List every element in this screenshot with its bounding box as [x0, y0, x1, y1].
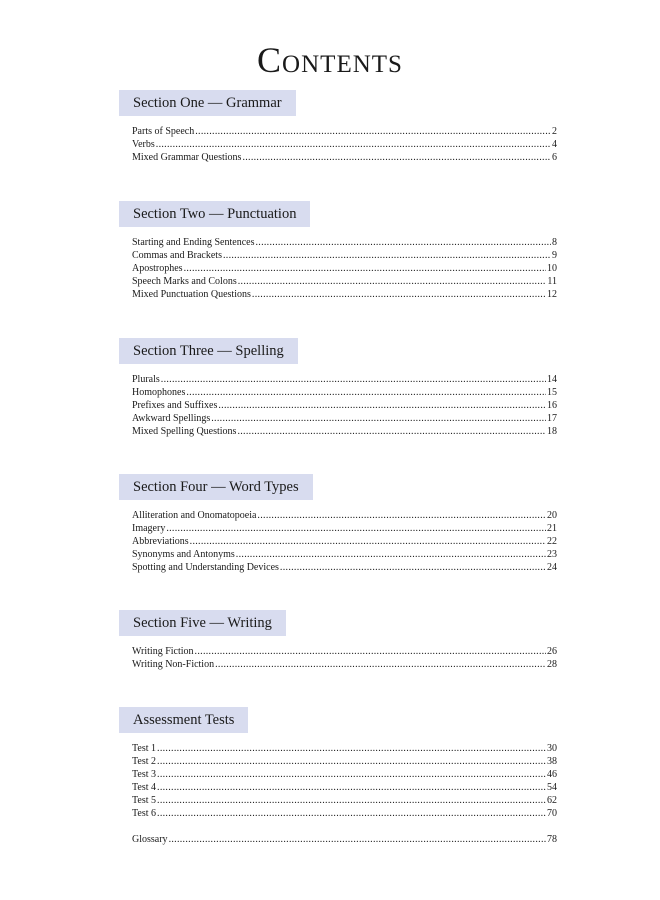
entry-page: 12	[547, 289, 557, 300]
leader-dots	[255, 236, 551, 249]
leader-dots	[184, 262, 546, 275]
toc-entry[interactable]	[132, 645, 557, 658]
leader-dots	[161, 373, 546, 386]
entry-list	[119, 125, 557, 164]
entry-label: Writing Non-Fiction	[132, 659, 215, 670]
toc-entry[interactable]	[132, 399, 557, 412]
leader-dots	[257, 509, 546, 522]
entry-label: Parts of Speech	[132, 126, 195, 137]
leader-dots	[190, 535, 546, 548]
toc-entry[interactable]	[132, 535, 557, 548]
toc-entry[interactable]	[132, 658, 557, 671]
entry-list	[119, 509, 557, 574]
leader-dots	[252, 288, 546, 301]
entry-label: Glossary	[132, 834, 168, 845]
section-grammar	[119, 90, 557, 164]
section-heading: Section One — Grammar	[119, 90, 296, 116]
toc-entry[interactable]	[132, 373, 557, 386]
section-assessment-tests	[119, 707, 557, 846]
entry-page: 26	[547, 646, 557, 657]
entry-label: Test 1	[132, 743, 157, 754]
entry-label: Plurals	[132, 374, 160, 385]
toc-entry[interactable]	[132, 125, 557, 138]
entry-label: Synonyms and Antonyms	[132, 549, 235, 560]
entry-page: 46	[547, 769, 557, 780]
entry-list	[119, 742, 557, 846]
entry-label: Verbs	[132, 139, 155, 150]
toc-entry[interactable]	[132, 768, 557, 781]
entry-page: 22	[547, 536, 557, 547]
entry-label: Abbreviations	[132, 536, 189, 547]
entry-page: 20	[547, 510, 557, 521]
toc-entry[interactable]	[132, 561, 557, 574]
spacer	[132, 820, 557, 833]
toc-entry[interactable]	[132, 249, 557, 262]
leader-dots	[186, 386, 546, 399]
toc-entry[interactable]	[132, 548, 557, 561]
entry-label: Speech Marks and Colons	[132, 276, 237, 287]
leader-dots	[223, 249, 551, 262]
entry-page: 62	[547, 795, 557, 806]
leader-dots	[195, 125, 551, 138]
entry-page: 16	[547, 400, 557, 411]
leader-dots	[195, 645, 546, 658]
entry-label: Awkward Spellings	[132, 413, 211, 424]
entry-label: Starting and Ending Sentences	[132, 237, 255, 248]
toc-entry[interactable]	[132, 742, 557, 755]
toc-entry-glossary[interactable]	[132, 833, 557, 846]
entry-list	[119, 236, 557, 301]
section-writing	[119, 610, 557, 671]
entry-label: Alliteration and Onomatopoeia	[132, 510, 257, 521]
toc-entry[interactable]	[132, 262, 557, 275]
leader-dots	[169, 833, 546, 846]
entry-page: 38	[547, 756, 557, 767]
section-spelling	[119, 338, 557, 438]
leader-dots	[238, 275, 547, 288]
toc-entry[interactable]	[132, 236, 557, 249]
section-word-types	[119, 474, 557, 574]
section-heading: Assessment Tests	[119, 707, 248, 733]
leader-dots	[215, 658, 546, 671]
entry-page: 70	[547, 808, 557, 819]
toc-entry[interactable]	[132, 425, 557, 438]
entry-list	[119, 373, 557, 438]
leader-dots	[157, 742, 546, 755]
entry-label: Mixed Spelling Questions	[132, 426, 237, 437]
section-heading: Section Two — Punctuation	[119, 201, 310, 227]
entry-page: 23	[547, 549, 557, 560]
toc-entry[interactable]	[132, 781, 557, 794]
leader-dots	[157, 755, 546, 768]
leader-dots	[157, 807, 546, 820]
entry-page: 15	[547, 387, 557, 398]
leader-dots	[156, 138, 551, 151]
entry-page: 18	[547, 426, 557, 437]
entry-page: 24	[547, 562, 557, 573]
entry-list	[119, 645, 557, 671]
entry-label: Commas and Brackets	[132, 250, 222, 261]
leader-dots	[236, 548, 546, 561]
leader-dots	[157, 768, 546, 781]
section-heading: Section Three — Spelling	[119, 338, 298, 364]
entry-label: Test 6	[132, 808, 157, 819]
entry-label: Test 2	[132, 756, 157, 767]
toc-entry[interactable]	[132, 794, 557, 807]
leader-dots	[166, 522, 546, 535]
page-title: Contents	[257, 40, 403, 80]
toc-entry[interactable]	[132, 755, 557, 768]
entry-page: 11	[547, 276, 557, 287]
toc-entry[interactable]	[132, 412, 557, 425]
toc-entry[interactable]	[132, 275, 557, 288]
leader-dots	[157, 781, 546, 794]
leader-dots	[237, 425, 546, 438]
entry-label: Homophones	[132, 387, 186, 398]
entry-label: Test 5	[132, 795, 157, 806]
leader-dots	[280, 561, 546, 574]
entry-label: Apostrophes	[132, 263, 183, 274]
entry-label: Prefixes and Suffixes	[132, 400, 218, 411]
entry-page: 21	[547, 523, 557, 534]
entry-page: 2	[552, 126, 557, 137]
section-heading: Section Four — Word Types	[119, 474, 313, 500]
entry-page: 78	[547, 834, 557, 845]
entry-label: Imagery	[132, 523, 166, 534]
entry-label: Test 4	[132, 782, 157, 793]
entry-page: 8	[552, 237, 557, 248]
toc-entry[interactable]	[132, 151, 557, 164]
toc-entry[interactable]	[132, 522, 557, 535]
toc-entry[interactable]	[132, 138, 557, 151]
toc-entry[interactable]	[132, 509, 557, 522]
entry-label: Mixed Grammar Questions	[132, 152, 242, 163]
leader-dots	[211, 412, 546, 425]
toc-entry[interactable]	[132, 807, 557, 820]
entry-page: 54	[547, 782, 557, 793]
entry-label: Test 3	[132, 769, 157, 780]
entry-page: 9	[552, 250, 557, 261]
entry-page: 6	[552, 152, 557, 163]
section-heading: Section Five — Writing	[119, 610, 286, 636]
toc-entry[interactable]	[132, 288, 557, 301]
entry-page: 4	[552, 139, 557, 150]
entry-label: Writing Fiction	[132, 646, 194, 657]
toc-entry[interactable]	[132, 386, 557, 399]
leader-dots	[157, 794, 546, 807]
entry-page: 30	[547, 743, 557, 754]
entry-page: 10	[547, 263, 557, 274]
leader-dots	[242, 151, 551, 164]
leader-dots	[218, 399, 546, 412]
entry-label: Spotting and Understanding Devices	[132, 562, 279, 573]
section-punctuation	[119, 201, 557, 301]
entry-page: 14	[547, 374, 557, 385]
entry-label: Mixed Punctuation Questions	[132, 289, 251, 300]
entry-page: 17	[547, 413, 557, 424]
entry-page: 28	[547, 659, 557, 670]
